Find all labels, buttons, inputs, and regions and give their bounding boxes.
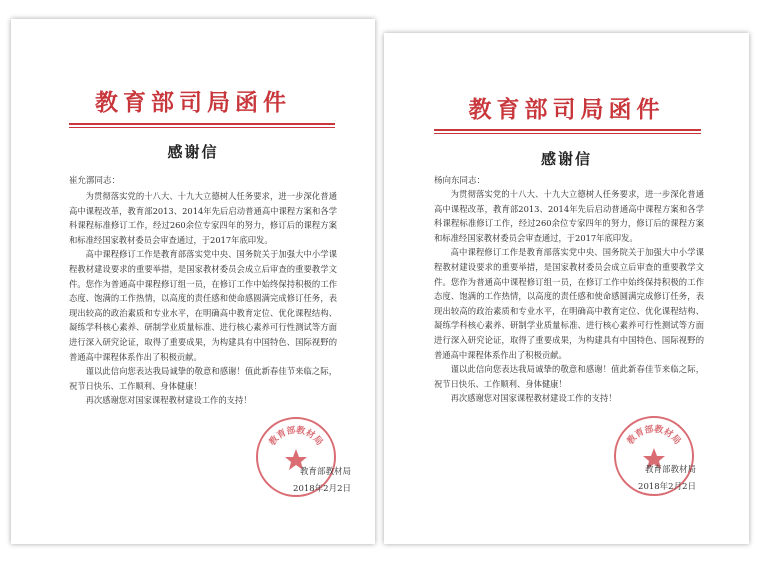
letterhead-divider-thin bbox=[434, 133, 701, 134]
body-paragraph: 谨以此信向您表达我局诚挚的敬意和感谢！值此新春佳节来临之际，祝节日快乐、工作顺利、身体健康！ bbox=[69, 366, 337, 391]
seal-text: 教育部教材局 bbox=[625, 424, 683, 447]
thank-you-letter-right bbox=[384, 33, 749, 544]
letter-date: 2018年2月2日 bbox=[638, 482, 696, 492]
body-paragraph: 再次感谢您对国家课程教材建设工作的支持！ bbox=[450, 393, 617, 404]
letter-salutation: 杨向东同志： bbox=[434, 176, 486, 186]
letter-title: 感谢信 bbox=[540, 150, 592, 168]
letterhead-divider bbox=[434, 129, 701, 131]
body-paragraph: 高中课程修订工作是教育部落实党中央、国务院关于加强大中小学课程教材建设要求的重要举措，是国家教材委员会成立后审查的重要教学文件。您作为普通高中课程修订组一员，在修订工作中始终保持积极的工作态度、饱满的工作热情，以高度的责任感和使命感圆满完成修订任务，表现出较高的政治素质和专业水平，在明确高中教育定位、优化课程结构、凝练学科核心素养、研制学业质量标准、进行核心素养可行性测试等方面进行深入研究论证，取得了重要成果，为构建具有中国特色、国际视野的普通高中课程体系作出了积极贡献。 bbox=[69, 249, 337, 362]
letterhead-title: 教育部司局函件 bbox=[468, 96, 665, 123]
body-paragraph: 谨以此信向您表达我局诚挚的敬意和感谢！值此新春佳节来临之际，祝节日快乐、工作顺利、身体健康！ bbox=[434, 364, 704, 389]
letter-body bbox=[69, 189, 337, 408]
svg-text:教育部教材局 bbox=[624, 423, 683, 448]
letter-date: 2018年2月2日 bbox=[293, 484, 351, 494]
letterhead-title: 教育部司局函件 bbox=[95, 89, 291, 116]
letter-title: 感谢信 bbox=[167, 143, 219, 161]
letterhead-divider-thin bbox=[69, 127, 335, 128]
thank-you-letter-left bbox=[11, 19, 375, 544]
body-paragraph: 再次感谢您对国家课程教材建设工作的支持！ bbox=[85, 395, 252, 406]
letter-signature: 教育部教材局 bbox=[299, 467, 351, 477]
letter-signature: 教育部教材局 bbox=[644, 465, 696, 475]
seal-text: 教育部教材局 bbox=[267, 425, 325, 448]
body-paragraph: 高中课程修订工作是教育部落实党中央、国务院关于加强大中小学课程教材建设要求的重要举措，是国家教材委员会成立后审查的重要教学文件。您作为普通高中课程修订组一员，在修订工作中始终保持积极的工作态度、饱满的工作热情，以高度的责任感和使命感圆满完成修订任务，表现出较高的政治素质和专业水平，在明确高中教育定位、优化课程结构、凝练学科核心素养、研制学业质量标准、进行核心素养可行性测试等方面进行深入研究论证，取得了重要成果，为构建具有中国特色、国际视野的普通高中课程体系作出了积极贡献。 bbox=[434, 247, 704, 360]
letter-body bbox=[434, 187, 704, 406]
letterhead-divider bbox=[69, 123, 335, 125]
body-paragraph: 为贯彻落实党的十八大、十九大立德树人任务要求，进一步深化普通高中课程改革，教育部2013、2014年先后启动普通高中课程方案和各学科课程标准修订工作，经过260余位专家四年的努力，修订后的课程方案和标准经国家教材委员会审查通过，于2017年底印发。 bbox=[69, 191, 337, 245]
letter-salutation: 崔允漷同志： bbox=[69, 176, 121, 186]
svg-text:教育部教材局 bbox=[266, 424, 325, 449]
body-paragraph: 为贯彻落实党的十八大、十九大立德树人任务要求，进一步深化普通高中课程改革，教育部2013、2014年先后启动普通高中课程方案和各学科课程标准修订工作，经过260余位专家四年的努力，修订后的课程方案和标准经国家教材委员会审查通过，于2017年底印发。 bbox=[434, 189, 704, 243]
